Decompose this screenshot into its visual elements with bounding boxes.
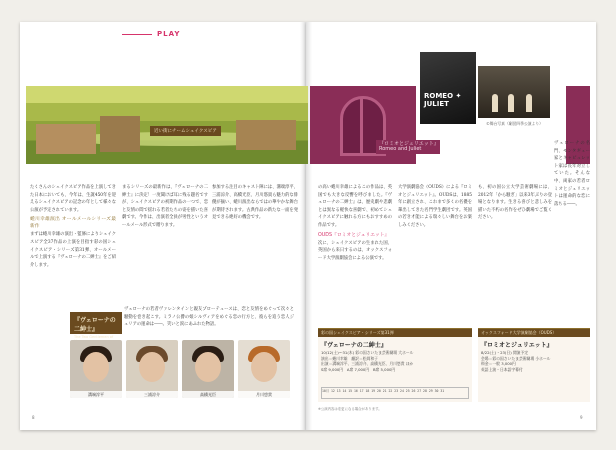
text-column-6 bbox=[478, 184, 552, 324]
book-gutter bbox=[300, 22, 312, 430]
performance-calendar: 10月 12 13 14 15 16 17 18 19 20 21 22 23 24 25 26 27 28 29 30 31 bbox=[321, 387, 469, 399]
schedule-line: 出演＝溝端淳平、三浦涼介、高橋光臣、月川悠貴 ほか bbox=[321, 361, 414, 367]
text-column-2 bbox=[122, 184, 208, 288]
cast-photos bbox=[70, 340, 294, 406]
schedule-line: S席 9,000円 A席 7,000円 B席 5,000円 bbox=[321, 366, 396, 372]
actor-name: 溝端淳平 bbox=[70, 391, 122, 398]
synopsis-text bbox=[124, 306, 294, 342]
romeo-poster-photo bbox=[420, 52, 476, 124]
play-title: 『ヴェローナの二紳士』 bbox=[74, 317, 116, 333]
actor-photo bbox=[182, 340, 234, 398]
romeo-tag-sub: Romeo and Juliet bbox=[379, 146, 422, 152]
schedule-line: 演出＝蜷川幸雄 翻訳＝松岡和子 bbox=[321, 355, 378, 361]
synopsis-paragraph: ヴェローナの若者ヴァレンタインと親友プローテュースは、恋と友情をめぐって次々と騒動を巻き起こす。ミラノ公爵の娘シルヴィアをめぐる恋の行方と、彼らを追う恋人ジュリアの運命は――。笑いと涙にあふれた物語。 bbox=[124, 307, 294, 328]
town-photo bbox=[26, 86, 308, 164]
body-paragraph: まずは蜷川幸雄の演出・監修によりシェイクスピア全37作品の上演を目指す彩の国シェイクスピア・シリーズ第31弾、オールメールで上演する『ヴェローナの二紳士』をご紹介します。 bbox=[30, 232, 116, 268]
footnote: ※公演内容は変更になる場合があります。 bbox=[318, 407, 382, 411]
actor-name: 月川悠貴 bbox=[238, 391, 290, 398]
poster-title: ROMEO ✦ JULIET bbox=[424, 92, 462, 108]
body-paragraph: ヴェローナの名門、モンタギュー家とキャピュレット家は長年対立していた。そんな中、両家の若者ロミオとジュリエットは運命的な恋に落ちる――。 bbox=[554, 141, 590, 207]
schedule-title: 『ロミオとジュリエット』 bbox=[481, 342, 553, 349]
schedule-title: 『ヴェローナの二紳士』 bbox=[321, 342, 387, 349]
actor-name: 三浦涼介 bbox=[126, 391, 178, 398]
town-caption: 近い街にチームシェイクスピア bbox=[150, 126, 221, 136]
intro-paragraph: たくさんのシェイクスピア作品を上演してきた日本においても、今年は、生誕450年を迎えるシェイクスピアの記念の年として様々な公演が予定されています。 bbox=[30, 185, 116, 213]
romeo-title-tag bbox=[376, 140, 440, 154]
page-number-right: 9 bbox=[580, 415, 583, 420]
schedule-date: 10/12(土)〜31(木) 彩の国さいたま芸術劇場 大ホール bbox=[321, 350, 414, 355]
body-paragraph: の高い蜷川幸雄によるこの作品は、英国でも大きな反響を呼びました。『ヴェローナの二紳士』は、歴史劇や悲劇とは異なる軽快な喜劇で、初めてシェイクスピアに触れる方にもおすすめの作品です。 bbox=[318, 185, 392, 228]
text-column-3 bbox=[212, 184, 298, 288]
schedule-line: 会場＝彩の国さいたま芸術劇場 小ホール bbox=[481, 355, 551, 361]
schedule-box-2 bbox=[478, 328, 590, 402]
body-paragraph: 参加する注目のキャスト陣には、溝端淳平、三浦涼介、高橋光臣、月川悠貴ら魅力的な俳優が揃い、蜷川演出ならではの華やかな舞台が期待されます。古典作品の新たな一面を発見できる絶好の機会です。 bbox=[212, 185, 298, 221]
actor-photo bbox=[126, 340, 178, 398]
stage-photo bbox=[478, 66, 550, 118]
romeo-tag-title: 『ロミオとジュリエット』 bbox=[379, 141, 439, 147]
actor-photo bbox=[238, 340, 290, 398]
schedule-bar: オックスフォード大学演劇協会（OUDS） bbox=[478, 329, 590, 337]
section-label: PLAY bbox=[157, 30, 181, 38]
text-column-4 bbox=[318, 184, 392, 324]
actor-photo bbox=[70, 340, 122, 398]
schedule-box-1 bbox=[318, 328, 472, 402]
schedule-line: 料金＝一般 3,000円 bbox=[481, 361, 516, 367]
schedule-date: 8/22(土)・23(日) 開演予定 bbox=[481, 350, 529, 355]
actor-name: 高橋光臣 bbox=[182, 391, 234, 398]
section-heading: OUDS『ロミオとジュリエット』 bbox=[318, 232, 390, 238]
section-rule bbox=[122, 34, 152, 35]
sidebar-text bbox=[554, 140, 590, 324]
text-column-5 bbox=[398, 184, 472, 324]
page-number-left: 8 bbox=[32, 415, 35, 420]
body-paragraph: まるシリーズの最新作は、『ヴェローナの二紳士』に決定！一度聞けば耳に残る題名ですが、シェイクスピアの初期作品の一つで、恋と友情の間で揺れる若者たちの姿を描いた喜劇です。今作は、出演者全員が男性というオールメール形式で贈ります。 bbox=[122, 185, 208, 228]
body-paragraph: も、初の国公立大学芸術劇場には、2012年「から騒ぎ」以来3年ぶりの登場となります。生きる喜びと悲しみを描いた不朽の名作をぜひ劇場でご覧ください。 bbox=[478, 185, 552, 221]
play-title-box bbox=[70, 312, 122, 339]
schedule-bar: 彩の国シェイクスピア・シリーズ第31弾 bbox=[318, 329, 472, 337]
schedule-line: 英語上演・日本語字幕付 bbox=[481, 366, 523, 372]
section-heading: 蜷川幸雄演出 オールメールシリーズ最新作 bbox=[30, 217, 116, 230]
play-subtitle: The Two Gentlemen of bbox=[74, 335, 114, 339]
photo-credit: ©舞台写真（劇団四季公演より） bbox=[486, 121, 543, 126]
body-paragraph: 次に、シェイクスピアの生まれた国、英国から来日するのは、オックスフォード大学演劇協会による公演です。 bbox=[318, 240, 392, 261]
body-paragraph: 大学演劇協会（OUDS）による『ロミオとジュリエット』。OUDSは、1885年に創立され、これまで多くの名優を輩出してきた名門学生劇団です。英国の若き才能による瑞々しい舞台をお楽しみください。 bbox=[398, 185, 472, 228]
text-column-1 bbox=[30, 184, 116, 288]
